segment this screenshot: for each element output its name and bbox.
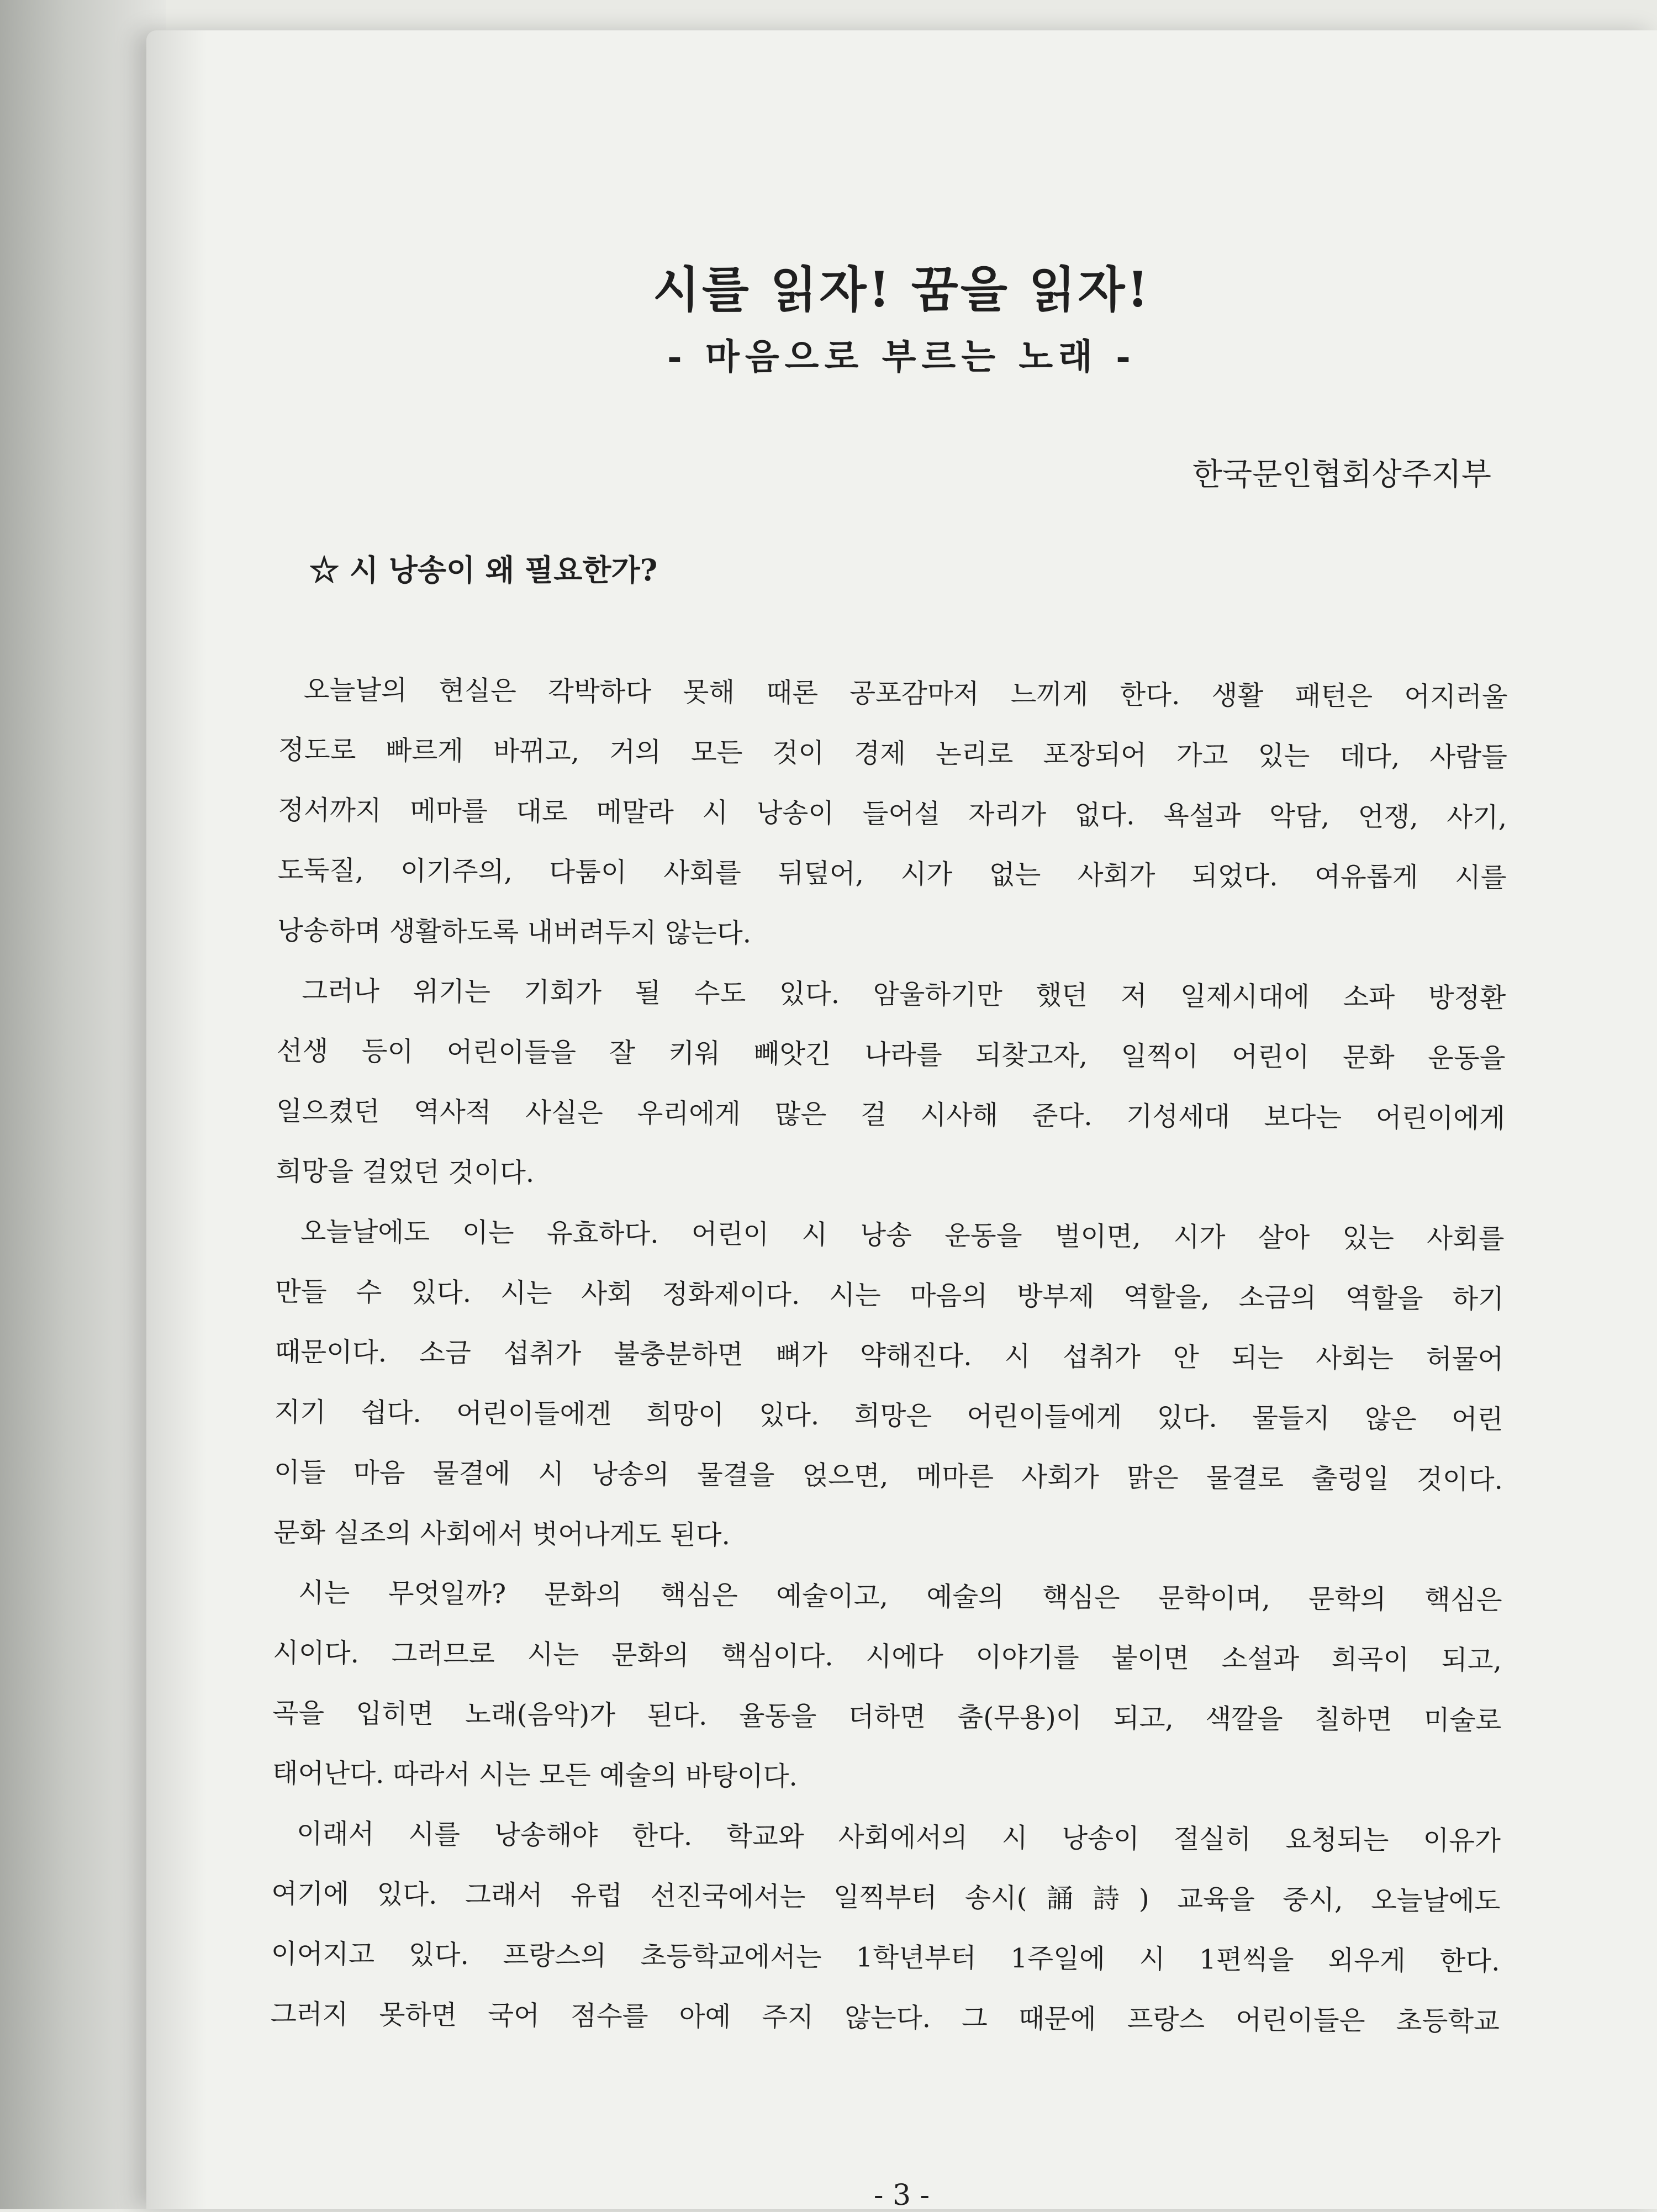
document-author: 한국문인협회상주지부 xyxy=(1192,457,1491,493)
text-line: 선생 등이 어린이들을 잘 키워 빼앗긴 나라를 되찾고자, 일찍이 어린이 문화 운동을 xyxy=(276,1035,1506,1074)
text-line: 태어난다. 따라서 시는 모든 예술의 바탕이다. xyxy=(272,1757,798,1792)
text-line: 곡을 입히면 노래(음악)가 된다. 율동을 더하면 춤(무용)이 되고, 색깔을 칠하면 미술로 xyxy=(272,1697,1502,1736)
document-subtitle: - 마음으로 부르는 노래 - xyxy=(667,336,1136,378)
section-heading: ☆ 시 낭송이 왜 필요한가? xyxy=(309,552,658,588)
text-line: 정도로 빠르게 바뀌고, 거의 모든 것이 경제 논리로 포장되어 가고 있는 데다, 사람들 xyxy=(278,734,1508,773)
text-line: 이들 마음 물결에 시 낭송의 물결을 얹으면, 메마른 사회가 맑은 물결로 출렁일 것이다. xyxy=(273,1456,1503,1496)
text-line: 정서까지 메마를 대로 메말라 시 낭송이 들어설 자리가 없다. 욕설과 악담, 언쟁, 사기, xyxy=(278,794,1507,833)
body-text xyxy=(271,660,1508,2052)
book-page xyxy=(146,30,1657,2212)
text-line: 오늘날의 현실은 각박하다 못해 때론 공포감마저 느끼게 한다. 생활 패턴은 어지러울 xyxy=(303,674,1508,713)
text-line: 여기에 있다. 그래서 유럽 선진국에서는 일찍부터 송시(誦詩) 교육을 중시, 오늘날에도 xyxy=(271,1878,1501,1917)
text-line: 때문이다. 소금 섭취가 불충분하면 뼈가 약해진다. 시 섭취가 안 되는 사회는 허물어 xyxy=(275,1336,1504,1375)
document-title: 시를 읽자! 꿈을 읽자! xyxy=(652,261,1151,318)
text-line: 지기 쉽다. 어린이들에겐 희망이 있다. 희망은 어린이들에게 있다. 물들지 않은 어린 xyxy=(274,1396,1503,1435)
text-line: 문화 실조의 사회에서 벗어나게도 된다. xyxy=(273,1517,731,1551)
page-number: - 3 - xyxy=(873,2179,930,2212)
text-line: 시는 무엇일까? 문화의 핵심은 예술이고, 예술의 핵심은 문학이며, 문학의 핵심은 xyxy=(298,1577,1502,1616)
text-line: 일으켰던 역사적 사실은 우리에게 많은 걸 시사해 준다. 기성세대 보다는 어린이에게 xyxy=(276,1095,1506,1134)
text-line: 그러나 위기는 기회가 될 수도 있다. 암울하기만 했던 저 일제시대에 소파 방정환 xyxy=(302,975,1506,1014)
text-line: 만들 수 있다. 시는 사회 정화제이다. 시는 마음의 방부제 역할을, 소금의 역할을 하기 xyxy=(275,1276,1505,1315)
text-line: 이래서 시를 낭송해야 한다. 학교와 사회에서의 시 낭송이 절실히 요청되는 이유가 xyxy=(296,1818,1501,1857)
text-line: 그러지 못하면 국어 점수를 아예 주지 않는다. 그 때문에 프랑스 어린이들은 초등학교 xyxy=(270,1998,1500,2037)
text-line: 오늘날에도 이는 유효하다. 어린이 시 낭송 운동을 벌이면, 시가 살아 있는 사회를 xyxy=(300,1216,1505,1255)
text-line: 도둑질, 이기주의, 다툼이 사회를 뒤덮어, 시가 없는 사회가 되었다. 여유롭게 시를 xyxy=(277,854,1507,894)
left-page-edge xyxy=(0,0,166,2209)
text-line: 시이다. 그러므로 시는 문화의 핵심이다. 시에다 이야기를 붙이면 소설과 희곡이 되고, xyxy=(272,1637,1502,1676)
text-line: 희망을 걸었던 것이다. xyxy=(276,1155,535,1189)
text-line: 낭송하며 생활하도록 내버려두지 않는다. xyxy=(277,915,752,949)
text-line: 이어지고 있다. 프랑스의 초등학교에서는 1학년부터 1주일에 시 1편씩을 외우게 한다. xyxy=(271,1938,1500,1977)
